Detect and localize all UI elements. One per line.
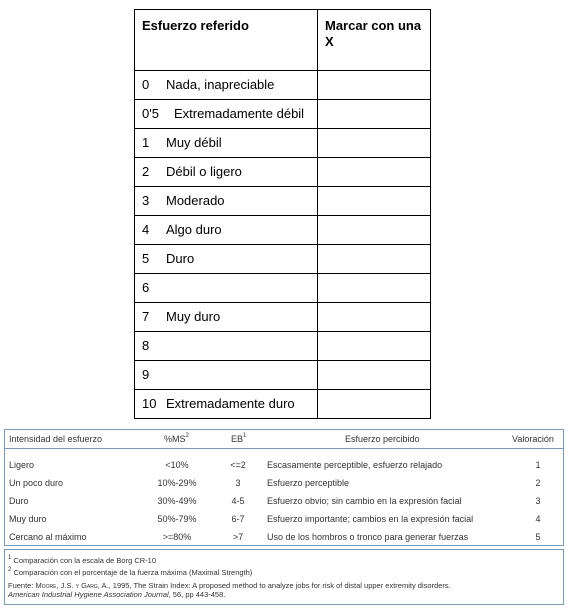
borg-mark-cell[interactable] [318, 71, 431, 100]
borg-row [135, 129, 431, 158]
strain-cell-ms: 10%-29% [157, 478, 197, 488]
borg-label: Débil o ligero [166, 164, 242, 179]
borg-mark-cell[interactable] [318, 274, 431, 303]
header-rating: Valoración [512, 434, 554, 444]
strain-cell-rating: 4 [535, 514, 541, 524]
borg-label: Moderado [166, 193, 225, 208]
borg-row [135, 216, 431, 245]
borg-mark-cell[interactable] [318, 158, 431, 187]
strain-cell-perceived: Uso de los hombros o tronco para generar fuerzas [267, 532, 469, 542]
strain-cell-ms: >=80% [162, 532, 192, 542]
borg-value: 0 [142, 77, 150, 92]
borg-header-mark: Marcar con una X [318, 10, 431, 71]
strain-cell-intensity: Un poco duro [9, 478, 64, 488]
borg-row [135, 158, 431, 187]
strain-row [5, 474, 563, 492]
strain-cell-intensity: Cercano al máximo [9, 532, 87, 542]
strain-cell-ms: 50%-79% [157, 514, 197, 524]
footnote-1: $^1$ Comparación con la escala de Borg CR-10 [8, 555, 157, 565]
borg-scale-table [134, 9, 431, 419]
header-intensity: Intensidad del esfuerzo [9, 434, 103, 444]
strain-cell-eb: 3 [235, 478, 241, 488]
strain-header-row [5, 430, 563, 449]
header-eb: $EB^1$ [231, 433, 247, 444]
strain-cell-ms: <10% [165, 460, 189, 470]
journal-line: American Industrial Hygiene Association Journal, 56, pp 443-458. [8, 590, 226, 599]
strain-row [5, 528, 563, 546]
strain-row [5, 510, 563, 528]
borg-value: 4 [142, 222, 150, 237]
strain-cell-rating: 5 [535, 532, 541, 542]
strain-cell-eb: 6-7 [231, 514, 245, 524]
borg-row [135, 332, 431, 361]
borg-row [135, 303, 431, 332]
borg-effort-cell [135, 361, 318, 390]
borg-row [135, 274, 431, 303]
borg-row [135, 187, 431, 216]
borg-header-row [135, 10, 431, 71]
borg-label: Muy débil [166, 135, 222, 150]
header-ms: $\%MS^2$ [164, 433, 189, 444]
strain-row [5, 456, 563, 474]
borg-value: 10 [142, 396, 157, 411]
borg-row [135, 71, 431, 100]
borg-mark-cell[interactable] [318, 216, 431, 245]
borg-mark-cell[interactable] [318, 245, 431, 274]
strain-cell-perceived: Esfuerzo perceptible [267, 478, 350, 488]
strain-cell-eb: <=2 [230, 460, 246, 470]
strain-cell-rating: 1 [535, 460, 541, 470]
borg-mark-cell[interactable] [318, 100, 431, 129]
borg-label: Muy duro [166, 309, 221, 324]
borg-value: 0'5 [142, 106, 159, 121]
borg-value: 8 [142, 338, 150, 353]
header-perceived: Esfuerzo percibido [345, 434, 420, 444]
strain-cell-perceived: Esfuerzo importante; cambios en la expresión facial [267, 514, 474, 524]
borg-effort-cell [135, 303, 318, 332]
strain-row [5, 492, 563, 510]
borg-effort-cell [135, 216, 318, 245]
borg-label: Nada, inapreciable [166, 77, 275, 92]
borg-row [135, 100, 431, 129]
borg-value: 2 [142, 164, 150, 179]
strain-cell-rating: 2 [535, 478, 541, 488]
borg-effort-cell [135, 158, 318, 187]
borg-value: 1 [142, 135, 150, 150]
borg-effort-cell [135, 71, 318, 100]
borg-mark-cell[interactable] [318, 303, 431, 332]
borg-value: 3 [142, 193, 150, 208]
borg-mark-cell[interactable] [318, 187, 431, 216]
borg-value: 7 [142, 309, 150, 324]
borg-effort-cell [135, 274, 318, 303]
borg-value: 6 [142, 280, 150, 295]
borg-effort-cell [135, 390, 318, 419]
borg-label: Algo duro [166, 222, 222, 237]
borg-effort-cell [135, 187, 318, 216]
strain-cell-intensity: Muy duro [9, 514, 47, 524]
borg-label: Duro [166, 251, 195, 266]
strain-index-table [4, 429, 564, 546]
borg-row [135, 390, 431, 419]
borg-effort-cell [135, 245, 318, 274]
strain-cell-perceived: Esfuerzo obvio; sin cambio en la expresión facial [267, 496, 462, 506]
footnote-2: $^2$ Comparación con el porcentaje de la fuerza máxima (Maximal Strength) [8, 567, 253, 577]
strain-cell-eb: 4-5 [231, 496, 245, 506]
borg-mark-cell[interactable] [318, 390, 431, 419]
borg-effort-cell [135, 100, 318, 129]
strain-cell-intensity: Ligero [9, 460, 35, 470]
strain-cell-perceived: Escasamente perceptible, esfuerzo relajado [267, 460, 443, 470]
borg-value: 9 [142, 367, 150, 382]
footnotes-box [4, 549, 564, 605]
strain-cell-ms: 30%-49% [157, 496, 197, 506]
borg-row [135, 361, 431, 390]
borg-header-effort: Esfuerzo referido [135, 10, 318, 71]
borg-label: Extremadamente duro [166, 396, 295, 411]
borg-mark-cell[interactable] [318, 332, 431, 361]
borg-value: 5 [142, 251, 150, 266]
borg-effort-cell [135, 129, 318, 158]
strain-cell-rating: 3 [535, 496, 541, 506]
borg-label: Extremadamente débil [174, 106, 305, 121]
strain-cell-eb: >7 [232, 532, 244, 542]
borg-mark-cell[interactable] [318, 361, 431, 390]
borg-row [135, 245, 431, 274]
borg-effort-cell [135, 332, 318, 361]
source-line: Fuente: Moore, J.S. y Garg, A., 1995, The Strain Index: A proposed method to analyze jobs for risk of distal upper extremity disorders. [8, 581, 451, 590]
strain-cell-intensity: Duro [9, 496, 29, 506]
borg-mark-cell[interactable] [318, 129, 431, 158]
